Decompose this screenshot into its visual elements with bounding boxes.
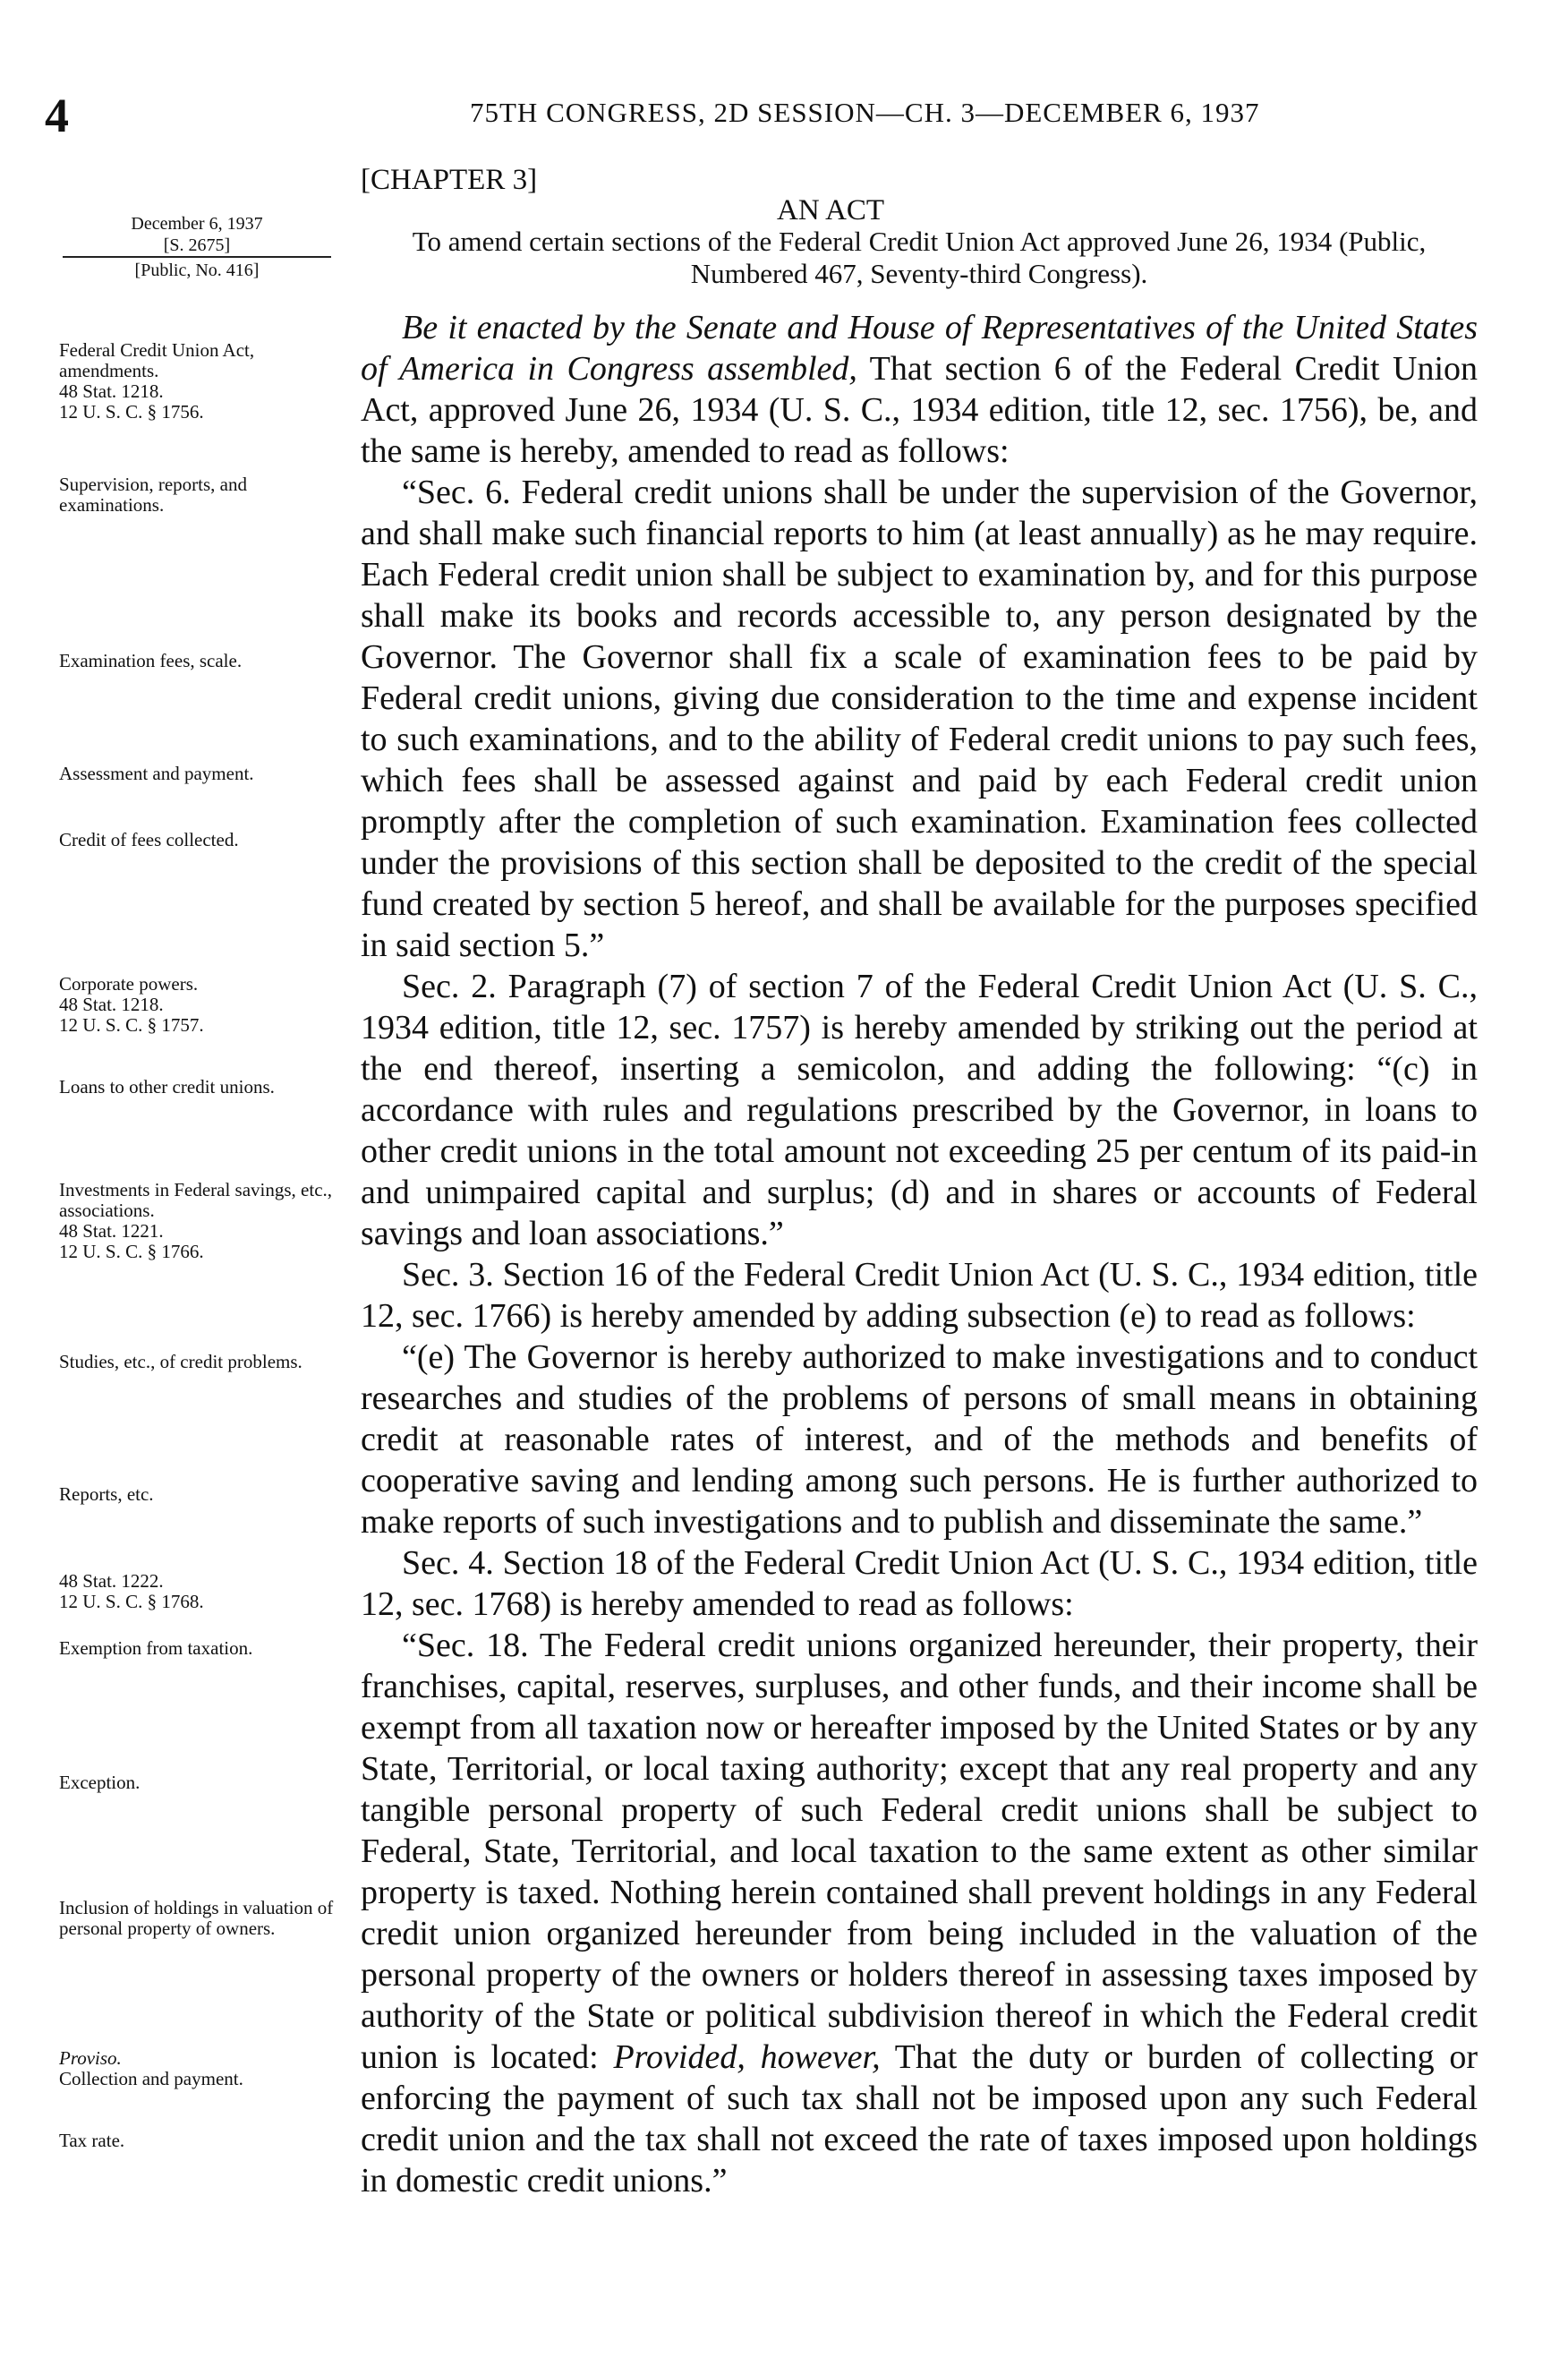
section-2-label: Sec. 2. xyxy=(402,968,497,1005)
margin-note-corporate-powers xyxy=(59,974,344,1036)
margin-note-line: 48 Stat. 1218. xyxy=(59,380,164,402)
section-2-text: Paragraph (7) of section 7 of the Federal Credit Union Act (U. S. C., 1934 edition, title 12, sec. 1757) is hereby amended by striking out the period at the end thereof, inserting a semicolon, and adding the following: “(c) in accordance with rules and regulations prescribed by the Governor, in loans to other credit unions in the total amount not exceeding 25 per centum of its paid-in and unimpaired capital and surplus; (d) and in shares or accounts of Federal savings and loan associations.” xyxy=(361,968,1478,1252)
date-block xyxy=(63,213,331,281)
section-18-text: The Federal credit unions organized hereunder, their property, their franchises, capital, reserves, surpluses, and other funds, and their income shall be exempt from all taxation now or hereafter imposed by the United States or by any State, Territorial, or local taxing authority; except that any real property and any tangible personal property of such Federal credit unions shall be subject to Federal, State, Territorial, and local taxation to the same extent as other similar property is taxed. Nothing herein contained shall prevent holdings in any Federal credit union organized hereunder from being included in the valuation of the personal property of the owners or holders thereof in assessing taxes imposed by authority of the State or political subdivision thereof in which the Federal credit union is located: xyxy=(361,1627,1478,2076)
margin-note-line: Supervision, reports, and examinations. xyxy=(59,474,247,516)
margin-note-line: Investments in Federal savings, etc., associations. xyxy=(59,1179,333,1221)
margin-note-exception xyxy=(59,1772,344,1793)
section-4-text: Section 18 of the Federal Credit Union Act (U. S. C., 1934 edition, title 12, sec. 1768) is hereby amended to read as follows: xyxy=(361,1544,1478,1623)
enacting-paragraph xyxy=(361,307,1478,472)
margin-note-stat-1222 xyxy=(59,1571,344,1612)
margin-note-line: Loans to other credit unions. xyxy=(59,1076,275,1098)
margin-note-credit-of-fees xyxy=(59,830,344,850)
margin-note-line: Reports, etc. xyxy=(59,1483,154,1505)
section-6-paragraph xyxy=(361,472,1478,966)
margin-note-examination-fees xyxy=(59,651,344,671)
margin-note-loans xyxy=(59,1077,344,1098)
margin-note-line: Assessment and payment. xyxy=(59,763,254,784)
margin-note-line: Collection and payment. xyxy=(59,2068,243,2089)
section-2-paragraph xyxy=(361,966,1478,1254)
section-18-end: That the duty or burden of collecting or enforcing the payment of such tax shall not be imposed upon any such Federal credit union and the tax shall not exceed the rate of taxes imposed upon holdings in domestic credit unions.” xyxy=(361,2038,1478,2199)
page-number: 4 xyxy=(45,89,69,142)
margin-note-exemption xyxy=(59,1638,344,1659)
margin-note-line: Credit of fees collected. xyxy=(59,829,239,850)
section-4-paragraph xyxy=(361,1542,1478,1625)
margin-note-inclusion xyxy=(59,1898,344,1939)
margin-note-line: Exemption from taxation. xyxy=(59,1637,253,1659)
margin-note-line: Exception. xyxy=(59,1772,141,1793)
margin-note-tax-rate xyxy=(59,2131,344,2151)
margin-note-line: Studies, etc., of credit problems. xyxy=(59,1351,303,1372)
act-heading: AN ACT xyxy=(777,194,885,226)
section-6-text: Federal credit unions shall be under the supervision of the Governor, and shall make such financial reports to him (at least annually) as he may require. Each Federal credit union shall be subject to examination by, and for this purpose shall make its books and records accessible to, any person designated by the Governor. The Governor shall fix a scale of examination fees to be paid by Federal credit unions, giving due consideration to the time and expense incident to such examinations, and to the ability of Federal credit unions to pay such fees, which fees shall be assessed against and paid by each Federal credit union promptly after the completion of such examination. Examination fees collected under the provisions of this section shall be deposited to the credit of the special fund created by section 5 hereof, and shall be available for the purposes specified in said section 5.” xyxy=(361,474,1478,964)
section-4-label: Sec. 4. xyxy=(402,1544,494,1582)
margin-note-studies xyxy=(59,1352,344,1372)
subsection-e-paragraph: “(e) The Governor is hereby authorized to make investigations and to conduct researches and studies of the problems of persons of small means in obtaining credit at reasonable rates of interest, and of the methods and benefits of cooperative saving and lending among such persons. He is further authorized to make reports of such investigations and to publish and disseminate the same.” xyxy=(361,1338,1478,1541)
margin-note-line: 12 U. S. C. § 1756. xyxy=(59,401,204,423)
margin-note-line: 48 Stat. 1218. xyxy=(59,994,164,1015)
margin-note-line: Federal Credit Union Act, amendments. xyxy=(59,339,255,381)
margin-note-amendments xyxy=(59,340,344,423)
margin-note-line: 48 Stat. 1222. xyxy=(59,1570,164,1592)
act-body xyxy=(361,307,1478,2201)
public-law-number: [Public, No. 416] xyxy=(63,256,331,281)
section-18-paragraph xyxy=(361,1625,1478,2201)
section-3-label: Sec. 3. xyxy=(402,1256,494,1294)
bill-number: [S. 2675] xyxy=(163,235,231,255)
margin-note-reports xyxy=(59,1484,344,1505)
chapter-label: [CHAPTER 3] xyxy=(361,164,538,196)
margin-note-line: Examination fees, scale. xyxy=(59,650,243,671)
margin-note-line: 12 U. S. C. § 1768. xyxy=(59,1591,204,1612)
act-purpose: To amend certain sections of the Federal Credit Union Act approved June 26, 1934 (Public, Numbered 467, Seventy-third Congress). xyxy=(412,226,1427,289)
section-18-label: “Sec. 18. xyxy=(402,1627,529,1664)
margin-note-supervision xyxy=(59,474,344,516)
section-3-paragraph xyxy=(361,1254,1478,1337)
margin-note-line: Corporate powers. xyxy=(59,973,199,995)
enactment-date: December 6, 1937 xyxy=(131,214,263,234)
section-3-text: Section 16 of the Federal Credit Union Act (U. S. C., 1934 edition, title 12, sec. 1766) is hereby amended by adding subsection (e) to read as follows: xyxy=(361,1256,1478,1335)
enacting-text: That section 6 of the Federal Credit Union Act, approved June 26, 1934 (U. S. C., 1934 edition, title 12, sec. 1756), be, and the same is hereby, amended to read as follows: xyxy=(361,350,1479,470)
margin-note-line: 12 U. S. C. § 1766. xyxy=(59,1241,204,1262)
margin-note-line: Proviso. xyxy=(59,2047,122,2069)
margin-note-line: 12 U. S. C. § 1757. xyxy=(59,1014,204,1036)
margin-note-investments xyxy=(59,1180,344,1262)
proviso-text: Provided, however, xyxy=(598,2038,881,2076)
enacting-clause: Be it enacted by the Senate and House of Representatives of the United States of America in Congress assembled, xyxy=(361,309,1478,388)
section-6-label: “Sec. 6. xyxy=(402,474,511,511)
margin-note-line: 48 Stat. 1221. xyxy=(59,1220,164,1242)
running-head: 75TH CONGRESS, 2D SESSION—CH. 3—DECEMBER 6, 1937 xyxy=(470,97,1260,128)
margin-note-proviso xyxy=(59,2048,344,2089)
margin-note-line: Tax rate. xyxy=(59,2130,125,2151)
margin-note-assessment xyxy=(59,764,344,784)
margin-note-line: Inclusion of holdings in valuation of personal property of owners. xyxy=(59,1897,334,1939)
